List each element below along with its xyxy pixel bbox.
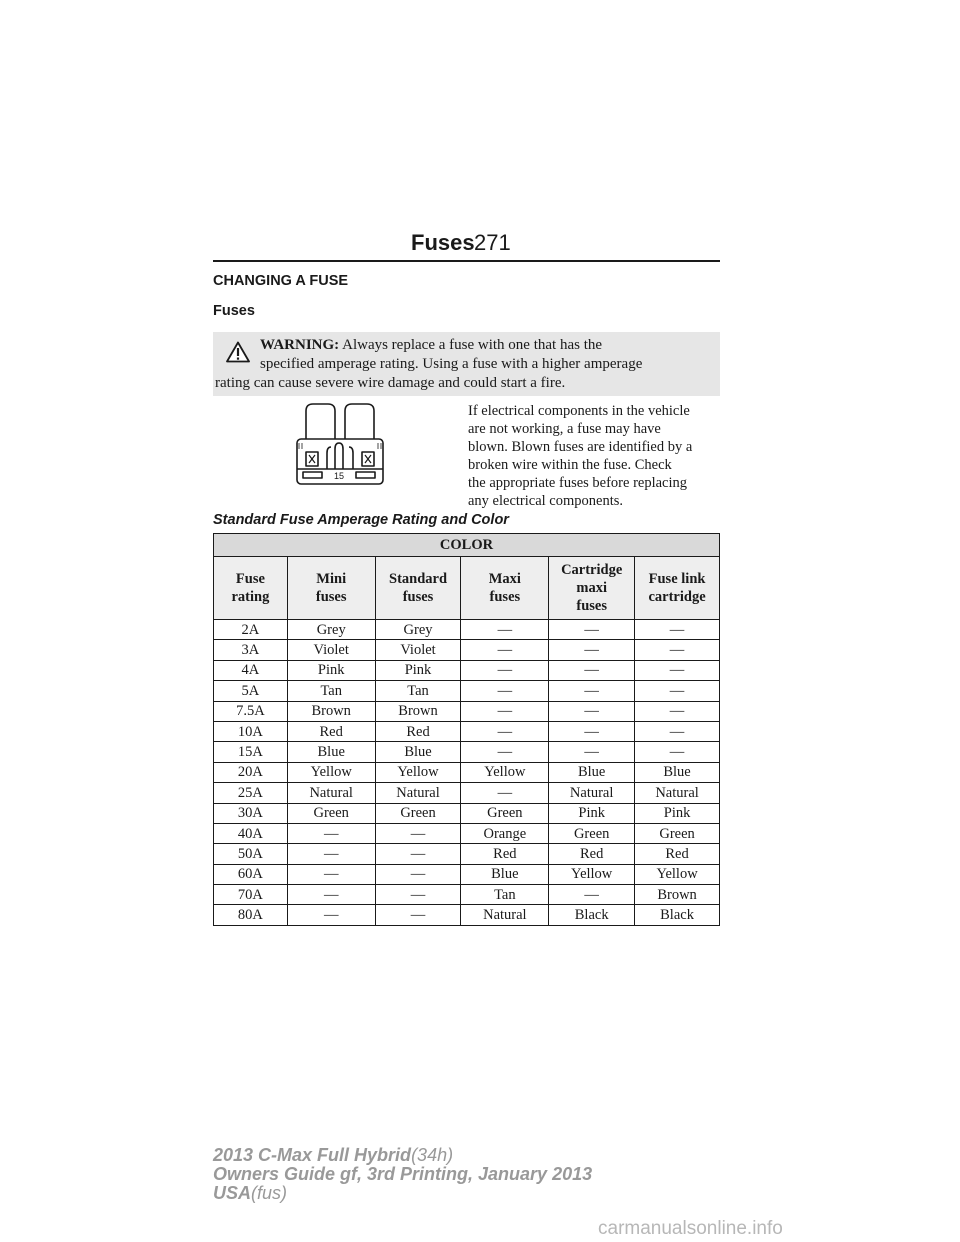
- color-cell: —: [635, 681, 720, 701]
- column-header-line: Fuse link: [648, 571, 706, 587]
- color-cell: Yellow: [375, 762, 461, 782]
- column-header: [635, 557, 720, 620]
- table-row: [214, 742, 720, 762]
- color-cell: Violet: [375, 640, 461, 660]
- color-cell: Green: [635, 823, 720, 843]
- table-body: [214, 620, 720, 926]
- column-header-line: Standard: [389, 571, 448, 587]
- color-cell: Red: [287, 721, 375, 741]
- fuse-rating-cell: 25A: [214, 783, 288, 803]
- fuse-rating-cell: 30A: [214, 803, 288, 823]
- color-cell: —: [461, 620, 549, 640]
- table-row: [214, 660, 720, 680]
- column-header-line: fuses: [315, 589, 347, 605]
- fuse-rating-cell: 10A: [214, 721, 288, 741]
- column-header: [375, 557, 461, 620]
- color-cell: Violet: [287, 640, 375, 660]
- color-cell: Natural: [461, 905, 549, 925]
- warning-triangle-icon: [226, 341, 250, 363]
- column-header-line: Fuse: [235, 571, 265, 587]
- table-row: [214, 701, 720, 721]
- table-row: [214, 721, 720, 741]
- color-cell: Green: [461, 803, 549, 823]
- fuse-description: [468, 402, 722, 510]
- column-header: [214, 557, 288, 620]
- color-cell: Natural: [287, 783, 375, 803]
- table-row: [214, 640, 720, 660]
- color-cell: Pink: [287, 660, 375, 680]
- color-cell: —: [287, 823, 375, 843]
- color-cell: —: [287, 864, 375, 884]
- color-cell: —: [461, 640, 549, 660]
- color-cell: —: [635, 701, 720, 721]
- table-caption: Standard Fuse Amperage Rating and Color: [213, 512, 509, 528]
- table-row: [214, 885, 720, 905]
- color-cell: Red: [635, 844, 720, 864]
- table-row: [214, 783, 720, 803]
- table-row: [214, 762, 720, 782]
- color-cell: —: [461, 721, 549, 741]
- color-cell: Yellow: [635, 864, 720, 884]
- warning-label: WARNING:: [260, 337, 340, 353]
- fuse-rating-cell: 3A: [214, 640, 288, 660]
- color-cell: —: [549, 885, 635, 905]
- section-title: Fuses: [411, 230, 475, 255]
- color-cell: Natural: [375, 783, 461, 803]
- table-group-header: COLOR: [214, 534, 720, 557]
- fuse-rating-cell: 7.5A: [214, 701, 288, 721]
- color-cell: —: [461, 701, 549, 721]
- color-cell: —: [375, 823, 461, 843]
- fuse-rating-label: 15: [333, 471, 345, 481]
- color-cell: Blue: [375, 742, 461, 762]
- color-cell: —: [549, 742, 635, 762]
- color-cell: —: [635, 721, 720, 741]
- color-cell: —: [635, 620, 720, 640]
- fuse-rating-cell: 80A: [214, 905, 288, 925]
- color-cell: Blue: [549, 762, 635, 782]
- color-cell: —: [635, 742, 720, 762]
- subheading-fuses: Fuses: [213, 303, 255, 319]
- color-cell: Yellow: [287, 762, 375, 782]
- color-cell: —: [287, 885, 375, 905]
- color-cell: —: [635, 640, 720, 660]
- color-cell: Green: [549, 823, 635, 843]
- description-line: any electrical components.: [468, 493, 624, 509]
- description-line: If electrical components in the vehicle: [468, 403, 690, 419]
- color-cell: —: [461, 681, 549, 701]
- color-cell: —: [461, 660, 549, 680]
- column-header: [287, 557, 375, 620]
- color-cell: —: [549, 620, 635, 640]
- color-cell: —: [549, 640, 635, 660]
- blade-fuse-illustration: [294, 403, 386, 485]
- footer-model: 2013 C-Max Full Hybrid: [213, 1145, 412, 1165]
- color-cell: —: [461, 783, 549, 803]
- color-cell: Blue: [461, 864, 549, 884]
- fuse-rating-cell: 5A: [214, 681, 288, 701]
- fuse-rating-cell: 15A: [214, 742, 288, 762]
- color-cell: Grey: [287, 620, 375, 640]
- column-header-line: fuses: [489, 589, 521, 605]
- column-header: [461, 557, 549, 620]
- color-cell: —: [375, 905, 461, 925]
- color-cell: Pink: [375, 660, 461, 680]
- warning-box: [213, 332, 720, 396]
- column-header-line: Cartridge: [561, 562, 623, 578]
- color-cell: —: [461, 742, 549, 762]
- color-cell: Blue: [635, 762, 720, 782]
- color-cell: Yellow: [461, 762, 549, 782]
- footer-market: USA: [213, 1183, 252, 1203]
- column-header-line: cartridge: [648, 589, 706, 605]
- page-header: [213, 228, 720, 262]
- footer-market-code: (fus): [251, 1183, 288, 1203]
- description-line: blown. Blown fuses are identified by a: [468, 439, 693, 455]
- color-cell: Green: [287, 803, 375, 823]
- column-header-line: rating: [231, 589, 270, 605]
- color-cell: —: [549, 681, 635, 701]
- color-cell: —: [549, 721, 635, 741]
- color-cell: Red: [461, 844, 549, 864]
- color-cell: —: [287, 905, 375, 925]
- fuse-rating-cell: 70A: [214, 885, 288, 905]
- color-cell: Natural: [635, 783, 720, 803]
- heading-changing-a-fuse: CHANGING A FUSE: [213, 273, 349, 289]
- description-line: are not working, a fuse may have: [468, 421, 661, 437]
- description-line: broken wire within the fuse. Check: [468, 457, 672, 473]
- color-cell: Natural: [549, 783, 635, 803]
- page-number: 271: [474, 230, 511, 255]
- warning-text-line-1: Always replace a fuse with one that has the: [342, 337, 603, 353]
- color-cell: Blue: [287, 742, 375, 762]
- color-cell: —: [375, 844, 461, 864]
- color-cell: —: [287, 844, 375, 864]
- fuse-rating-cell: 2A: [214, 620, 288, 640]
- warning-text-line-2: specified amperage rating. Using a fuse with a higher amperage: [260, 356, 643, 372]
- color-cell: —: [375, 864, 461, 884]
- color-cell: Tan: [461, 885, 549, 905]
- description-line: the appropriate fuses before replacing: [468, 475, 688, 491]
- table-row: [214, 844, 720, 864]
- column-header-line: Mini: [316, 571, 347, 587]
- color-cell: Red: [549, 844, 635, 864]
- warning-text-line-3: rating can cause severe wire damage and could start a fire.: [215, 375, 566, 391]
- color-cell: Brown: [375, 701, 461, 721]
- table-row: [214, 864, 720, 884]
- color-cell: Brown: [287, 701, 375, 721]
- color-cell: Pink: [549, 803, 635, 823]
- table-row: [214, 803, 720, 823]
- fuse-rating-cell: 50A: [214, 844, 288, 864]
- fuse-rating-cell: 20A: [214, 762, 288, 782]
- table-row: [214, 905, 720, 925]
- color-cell: Pink: [635, 803, 720, 823]
- table-row: [214, 823, 720, 843]
- fuse-rating-cell: 60A: [214, 864, 288, 884]
- color-cell: Tan: [287, 681, 375, 701]
- color-cell: Grey: [375, 620, 461, 640]
- color-cell: Black: [549, 905, 635, 925]
- color-cell: Black: [635, 905, 720, 925]
- fuse-rating-cell: 4A: [214, 660, 288, 680]
- column-header: [549, 557, 635, 620]
- column-header-line: fuses: [576, 598, 607, 614]
- table-row: [214, 681, 720, 701]
- footer-printing: Owners Guide gf, 3rd Printing, January 2013: [213, 1164, 593, 1184]
- fuse-rating-cell: 40A: [214, 823, 288, 843]
- table-row: [214, 620, 720, 640]
- color-cell: Green: [375, 803, 461, 823]
- color-cell: Red: [375, 721, 461, 741]
- column-header-line: maxi: [576, 580, 607, 596]
- column-header-line: fuses: [402, 589, 434, 605]
- color-cell: Yellow: [549, 864, 635, 884]
- color-cell: —: [375, 885, 461, 905]
- color-cell: Tan: [375, 681, 461, 701]
- color-cell: —: [635, 660, 720, 680]
- color-cell: —: [549, 660, 635, 680]
- color-cell: Orange: [461, 823, 549, 843]
- footer-model-code: (34h): [411, 1145, 454, 1165]
- color-cell: —: [549, 701, 635, 721]
- watermark: carmanualsonline.info: [598, 1218, 783, 1239]
- color-cell: Brown: [635, 885, 720, 905]
- column-header-line: Maxi: [488, 571, 521, 587]
- table-column-headers: [214, 557, 720, 620]
- footer: [213, 1146, 592, 1203]
- fuse-color-table: [213, 533, 720, 926]
